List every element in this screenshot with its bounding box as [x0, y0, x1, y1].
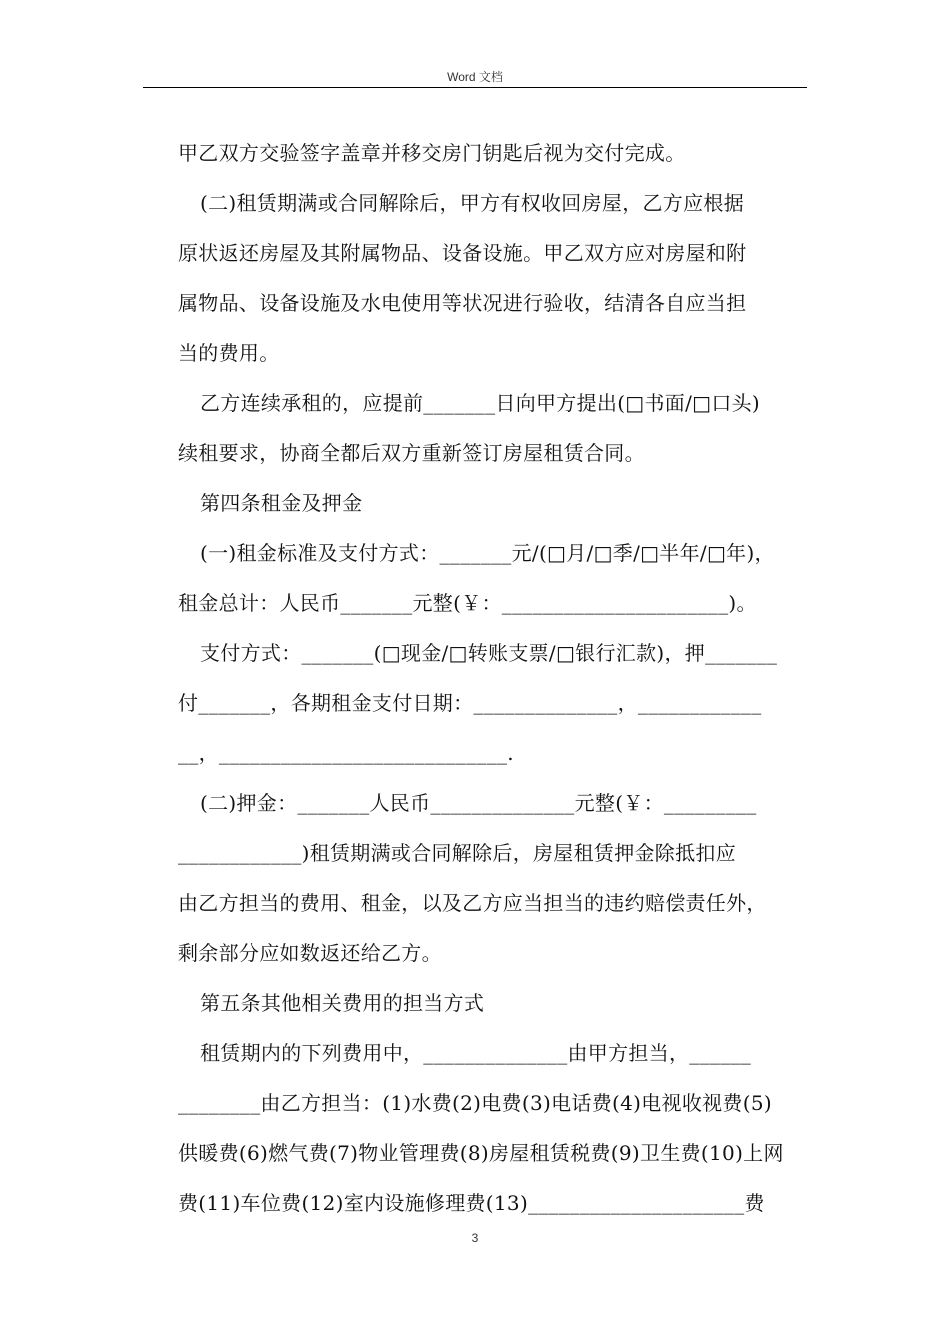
- paragraph-line: 乙方连续承租的，应提前_______日向甲方提出(□书面/□口头): [200, 391, 761, 415]
- paragraph-line: (二)租赁期满或合同解除后，甲方有权收回房屋，乙方应根据: [200, 191, 745, 215]
- paragraph-line: 供暖费(6)燃气费(7)物业管理费(8)房屋租赁税费(9)卫生费(10)上网: [178, 1141, 784, 1165]
- paragraph-line: 付_______，各期租金支付日期：______________，____________: [178, 691, 762, 715]
- page-number: 3: [471, 1231, 479, 1245]
- section-heading: 第四条租金及押金: [200, 491, 363, 515]
- paragraph-line: 续租要求，协商全都后双方重新签订房屋租赁合同。: [178, 441, 645, 465]
- header-title: Word 文档: [447, 70, 503, 84]
- paragraph-line: 租赁期内的下列费用中，______________由甲方担当，______: [200, 1041, 752, 1065]
- paragraph-line: 原状返还房屋及其附属物品、设备设施。甲乙双方应对房屋和附: [178, 241, 747, 265]
- paragraph-line: (一)租金标准及支付方式：_______元/(□月/□季/□半年/□年)，: [200, 541, 775, 565]
- paragraph-line: __，____________________________.: [178, 741, 514, 765]
- paragraph-line: 租金总计：人民币_______元整(￥：______________________)。: [178, 591, 757, 615]
- paragraph-line: 由乙方担当的费用、租金，以及乙方应当担当的违约赔偿责任外，: [178, 891, 767, 915]
- paragraph-line: 属物品、设备设施及水电使用等状况进行验收，结清各自应当担: [178, 291, 747, 315]
- section-heading: 第五条其他相关费用的担当方式: [200, 991, 485, 1015]
- paragraph-line: 剩余部分应如数返还给乙方。: [178, 941, 442, 965]
- header-divider: [143, 87, 807, 88]
- paragraph-line: 支付方式：_______(□现金/□转账支票/□银行汇款)，押_______: [200, 641, 778, 665]
- document-body: [178, 128, 818, 1228]
- paragraph-line: ____________)租赁期满或合同解除后，房屋租赁押金除抵扣应: [178, 841, 737, 865]
- paragraph-line: ________由乙方担当：(1)水费(2)电费(3)电话费(4)电视收视费(5): [178, 1091, 772, 1115]
- paragraph-line: 当的费用。: [178, 341, 280, 365]
- paragraph-line: 费(11)车位费(12)室内设施修理费(13)_____________________费: [178, 1191, 765, 1215]
- paragraph-line: (二)押金：_______人民币______________元整(￥：_________: [200, 791, 757, 815]
- paragraph-line: 甲乙双方交验签字盖章并移交房门钥匙后视为交付完成。: [178, 141, 686, 165]
